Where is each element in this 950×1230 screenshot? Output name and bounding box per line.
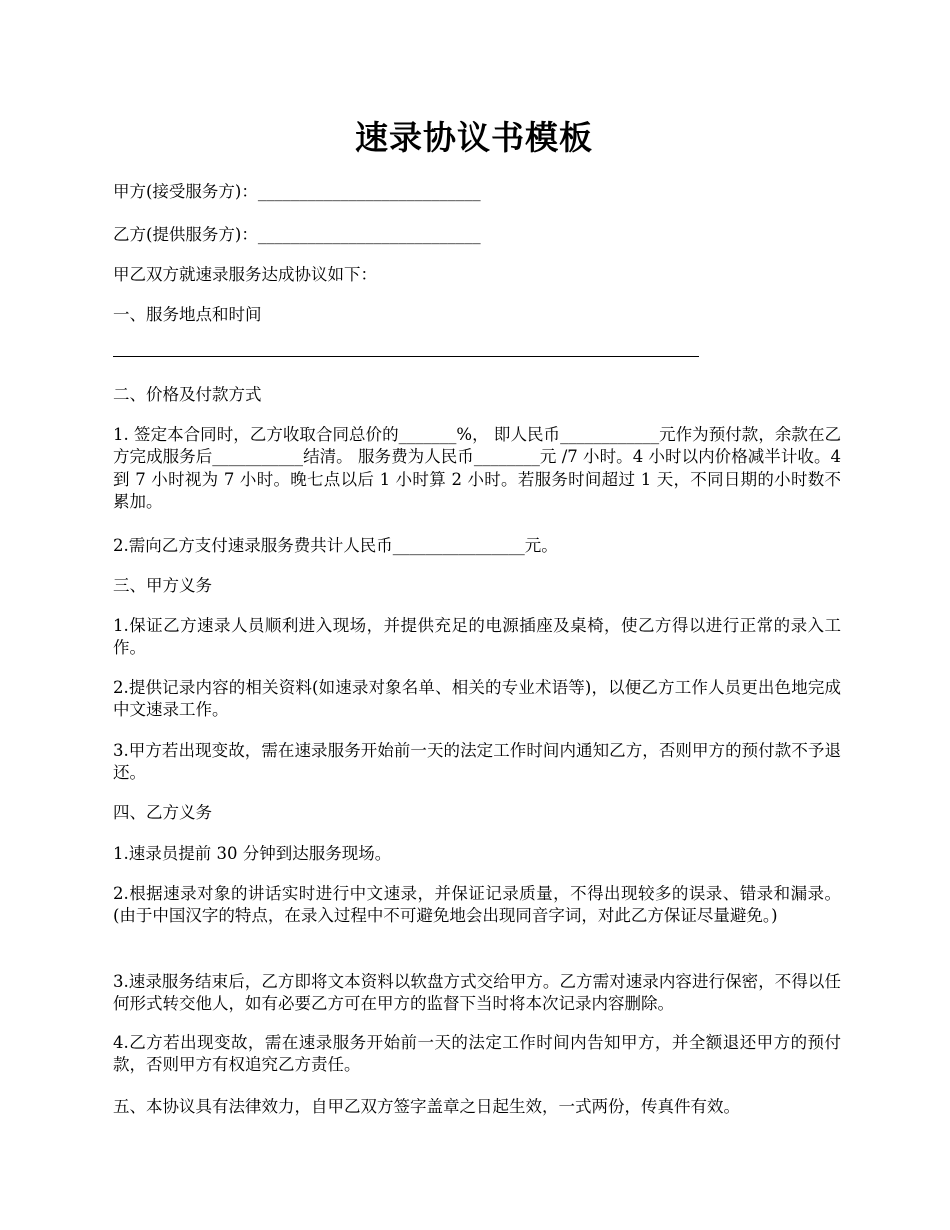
section-3-heading: 三、甲方义务	[113, 576, 212, 595]
section-4-item-2: 2.根据速录对象的讲话实时进行中文速录，并保证记录质量，不得出现较多的误录、错录和漏录。(由于中国汉字的特点，在录入过程中不可避免地会出现同音字词，对此乙方保证尽量避免。)	[113, 884, 841, 926]
section-2-item-2: 2.需向乙方支付速录服务费共计人民币________________元。	[113, 536, 558, 555]
section-3-item-3: 3.甲方若出现变故，需在速录服务开始前一天的法定工作时间内通知乙方，否则甲方的预付款不予退还。	[113, 741, 841, 783]
section-4-item-1: 1.速录员提前 30 分钟到达服务现场。	[113, 844, 392, 863]
section-4-item-4: 4.乙方若出现变故，需在速录服务开始前一天的法定工作时间内告知甲方，并全额退还甲方的预付款，否则甲方有权追究乙方责任。	[113, 1033, 841, 1075]
section-2-heading: 二、价格及付款方式	[113, 385, 262, 404]
section-3-item-1: 1.保证乙方速录人员顺利进入现场，并提供充足的电源插座及桌椅，使乙方得以进行正常的录入工作。	[113, 616, 841, 658]
section-4-item-3: 3.速录服务结束后，乙方即将文本资料以软盘方式交给甲方。乙方需对速录内容进行保密，不得以任何形式转交他人，如有必要乙方可在甲方的监督下当时将本次记录内容删除。	[113, 972, 841, 1014]
blank-fill-line	[113, 356, 699, 357]
intro-text: 甲乙双方就速录服务达成协议如下：	[113, 265, 377, 284]
document-title: 速录协议书模板	[355, 118, 593, 157]
section-5: 五、本协议具有法律效力，自甲乙双方签字盖章之日起生效，一式两份，传真件有效。	[113, 1097, 740, 1116]
section-3-item-2: 2.提供记录内容的相关资料(如速录对象名单、相关的专业术语等)，以便乙方工作人员更出色地完成中文速录工作。	[113, 678, 841, 720]
party-b-line: 乙方(提供服务方)：___________________________	[113, 225, 481, 244]
section-1-heading: 一、服务地点和时间	[113, 305, 262, 324]
section-2-item-1: 1. 签定本合同时，乙方收取合同总价的_______%， 即人民币____________元作为预付款，余款在乙方完成服务后___________结清。 服务费为人民币________元 /7 小时。4 小时以内价格减半计收。4 到 7 小时视为 7 小时。晚七点以后 1 小时算 2 小时。若服务时间超过 1 天，不同日期的小时数不累加。	[113, 425, 841, 511]
party-a-line: 甲方(接受服务方)：___________________________	[113, 182, 481, 201]
section-4-heading: 四、乙方义务	[113, 803, 212, 822]
